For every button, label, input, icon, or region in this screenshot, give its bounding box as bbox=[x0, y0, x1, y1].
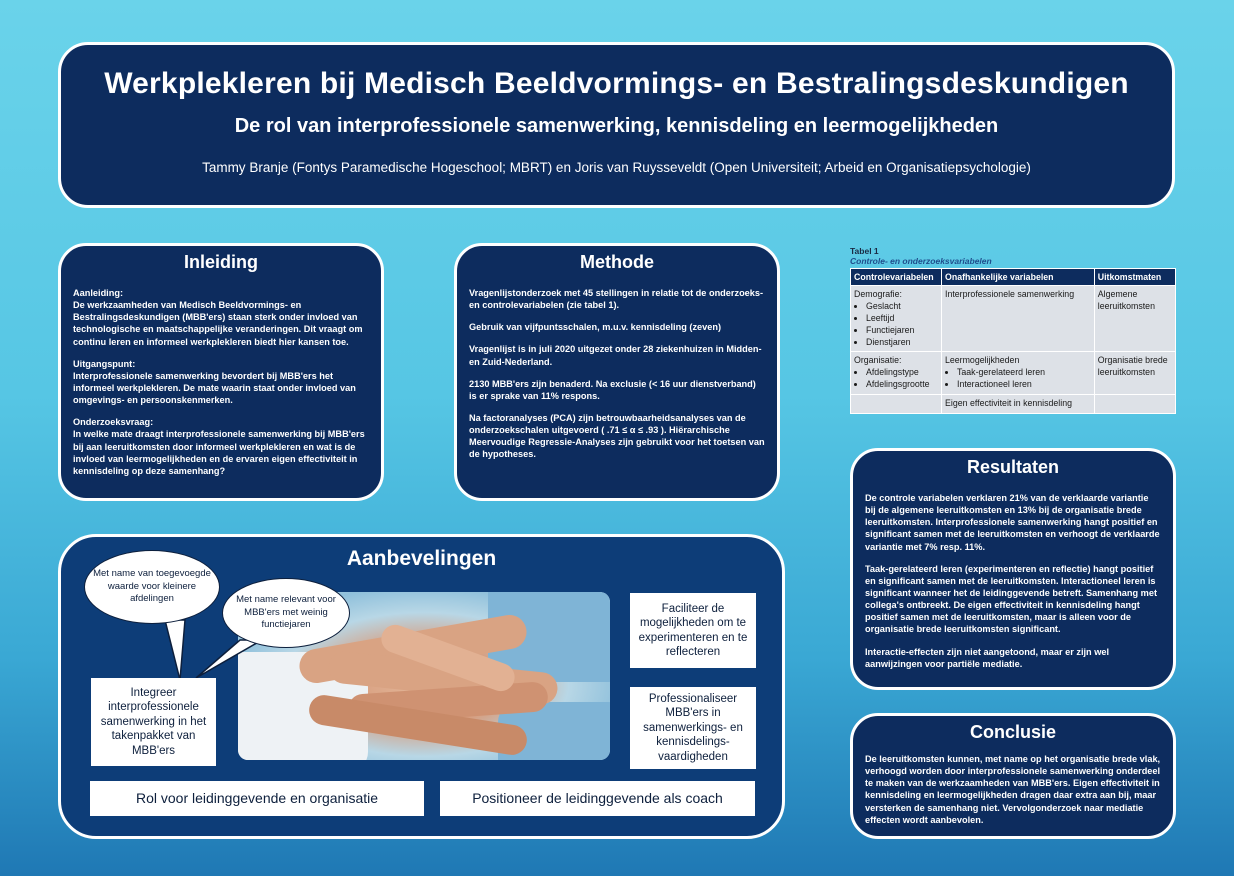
table-row bbox=[851, 286, 1176, 352]
table-header-row bbox=[851, 269, 1176, 286]
table-header-cell: Onafhankelijke variabelen bbox=[942, 269, 1095, 286]
table-cell bbox=[851, 352, 942, 395]
methode-p4: 2130 MBB'ers zijn benaderd. Na exclusie (< 16 uur dienstverband) is er sprake van 11% respons. bbox=[469, 378, 756, 401]
methode-p1: Vragenlijstonderzoek met 45 stellingen in relatie tot de onderzoeks- en controlevariabelen (zie tabel 1). bbox=[469, 288, 764, 311]
speech-bubble-kleinere-afdelingen: Met name van toegevoegde waarde voor kleinere afdelingen bbox=[84, 550, 220, 624]
table-cell bbox=[851, 286, 942, 352]
conclusie-panel bbox=[850, 713, 1176, 839]
box-coach: Positioneer de leidinggevende als coach bbox=[440, 781, 755, 816]
table-cell bbox=[1094, 395, 1175, 414]
poster-title: Werkplekleren bij Medisch Beeldvormings- en Bestralingsdeskundigen bbox=[104, 67, 1129, 100]
onderzoeksvraag-text: In welke mate draagt interprofessionele samenwerking bij MBB'ers bij aan leeruitkomsten door informeel werkplekleren en wat is de invloed van leermogelijkheden en de ervaren eigen effectiviteit in kennisdeling op deze samenhang? bbox=[73, 429, 365, 476]
box-faciliteer: Faciliteer de mogelijkheden om te experimenteren en te reflecteren bbox=[630, 593, 756, 668]
table-cell: Algemene leeruitkomsten bbox=[1094, 286, 1175, 352]
table-header-cell: Controlevariabelen bbox=[851, 269, 942, 286]
leermogelijkheden-list bbox=[945, 367, 1091, 391]
conclusie-heading: Conclusie bbox=[969, 722, 1057, 742]
organisatie-title: Organisatie: bbox=[854, 355, 902, 366]
demografie-list bbox=[854, 301, 938, 349]
table-row bbox=[851, 395, 1176, 414]
list-item: • Interactioneel leren bbox=[957, 379, 1091, 391]
variables-table bbox=[850, 268, 1176, 414]
table-cell bbox=[851, 395, 942, 414]
resultaten-p2: Taak-gerelateerd leren (experimenteren en reflectie) hangt positief en significant samen met de leeruitkomsten. Interactioneel leren is significant wanneer het de leidinggevende betreft. Samenhang met collega's ontbreekt. De eigen effectiviteit in kennisdeling hangt positief samen met de leeruitkomsten, maar is alleen voor de organisatie brede leeruitkomsten significant. bbox=[865, 563, 1158, 635]
uitgangspunt-text: Interprofessionele samenwerking bevordert bij MBB'ers het informeel werkplekleren. De mate waarin staat onder invloed van omgevings- en persoonskenmerken. bbox=[73, 370, 356, 406]
table-header-cell: Uitkomstmaten bbox=[1094, 269, 1175, 286]
box-rol-leidinggevende: Rol voor leidinggevende en organisatie bbox=[90, 781, 424, 816]
list-item: • Leeftijd bbox=[866, 313, 938, 325]
inleiding-heading: Inleiding bbox=[184, 252, 258, 272]
conclusie-body: De leeruitkomsten kunnen, met name op het organisatie brede vlak, verhoogd worden door interprofessionele samenwerking onderdeel te maken van de werkzaamheden van MBB'ers. Eigen effectiviteit in kennisdeling en leermogelijkheden dragen daar extra aan bij, maar versterken de samenhang niet. Vervolgonderzoek naar mediatie effecten wordt aanbevolen. bbox=[865, 754, 1161, 825]
poster-authors: Tammy Branje (Fontys Paramedische Hogeschool; MBRT) en Joris van Ruysseveldt (Open Universiteit; Arbeid en Organisatiepsychologie) bbox=[202, 160, 1031, 175]
table-cell: Interprofessionele samenwerking bbox=[942, 286, 1095, 352]
methode-p2: Gebruik van vijfpuntsschalen, m.u.v. kennisdeling (zeven) bbox=[469, 322, 722, 333]
list-item: • Taak-gerelateerd leren bbox=[957, 367, 1091, 379]
methode-heading: Methode bbox=[580, 252, 654, 272]
title-panel bbox=[58, 42, 1175, 208]
table-row bbox=[851, 352, 1176, 395]
resultaten-p1: De controle variabelen verklaren 21% van de verklaarde variantie bij de algemene leeruitkomsten en 13% bij de organisatie brede leeruitkomsten. Interprofessionele samenwerking hangt positief en significant samen met de leeruitkomsten en verhoogt de verklaarde variantie met 7% resp. 11%. bbox=[865, 493, 1160, 552]
table-cell: Organisatie brede leeruitkomsten bbox=[1094, 352, 1175, 395]
methode-panel bbox=[454, 243, 780, 501]
list-item: • Functiejaren bbox=[866, 325, 938, 337]
resultaten-panel bbox=[850, 448, 1176, 690]
table-cell bbox=[942, 352, 1095, 395]
aanleiding-text: De werkzaamheden van Medisch Beeldvormings- en Bestralingsdeskundigen (MBB'ers) staan sterk onder invloed van technologische en maatschappelijke veranderingen. Dit vraagt om continu leren en informeel werkplekleren biedt hier kansen toe. bbox=[73, 300, 363, 347]
inleiding-body bbox=[73, 287, 369, 477]
variables-table-block bbox=[850, 246, 1176, 414]
aanleiding-label: Aanleiding: bbox=[73, 288, 124, 298]
box-professionaliseer: Professionaliseer MBB'ers in samenwerkings- en kennisdelings-vaardigheden bbox=[630, 687, 756, 769]
resultaten-heading: Resultaten bbox=[966, 457, 1060, 477]
table-cell: Eigen effectiviteit in kennisdeling bbox=[942, 395, 1095, 414]
methode-p3: Vragenlijst is in juli 2020 uitgezet onder 28 ziekenhuizen in Midden- en Zuid-Nederland. bbox=[469, 344, 762, 367]
aanbevelingen-heading: Aanbevelingen bbox=[346, 547, 497, 570]
leermogelijkheden-title: Leermogelijkheden bbox=[945, 355, 1020, 366]
box-integreer: Integreer interprofessionele samenwerking in het takenpakket van MBB'ers bbox=[91, 678, 216, 766]
resultaten-p3: Interactie-effecten zijn niet aangetoond, maar er zijn wel aanwijzingen voor partiële mediatie. bbox=[865, 646, 1110, 669]
speech-bubble-weinig-functiejaren: Met name relevant voor MBB'ers met weinig functiejaren bbox=[222, 578, 350, 648]
methode-p5: Na factoranalyses (PCA) zijn betrouwbaarheidsanalyses van de onderzoekschalen uitgevoerd ( .71 ≤ α ≤ .93 ). Hiërarchische Meervoudige Regressie-Analyses zijn gebruikt voor het toetsen van de hypotheses. bbox=[469, 412, 765, 460]
table-caption-number: Tabel 1 bbox=[850, 246, 879, 256]
inleiding-panel bbox=[58, 243, 384, 501]
list-item: • Afdelingstype bbox=[866, 367, 938, 379]
resultaten-body bbox=[865, 492, 1161, 670]
list-item: • Geslacht bbox=[866, 301, 938, 313]
demografie-title: Demografie: bbox=[854, 289, 902, 299]
methode-body bbox=[469, 287, 765, 461]
poster-subtitle: De rol van interprofessionele samenwerking, kennisdeling en leermogelijkheden bbox=[234, 115, 999, 137]
uitgangspunt-label: Uitgangspunt: bbox=[73, 358, 136, 369]
list-item: • Afdelingsgrootte bbox=[866, 379, 938, 391]
onderzoeksvraag-label: Onderzoeksvraag: bbox=[73, 417, 154, 428]
list-item: • Dienstjaren bbox=[866, 337, 938, 349]
table-caption-title: Controle- en onderzoeksvariabelen bbox=[850, 256, 992, 266]
organisatie-list bbox=[854, 367, 938, 391]
